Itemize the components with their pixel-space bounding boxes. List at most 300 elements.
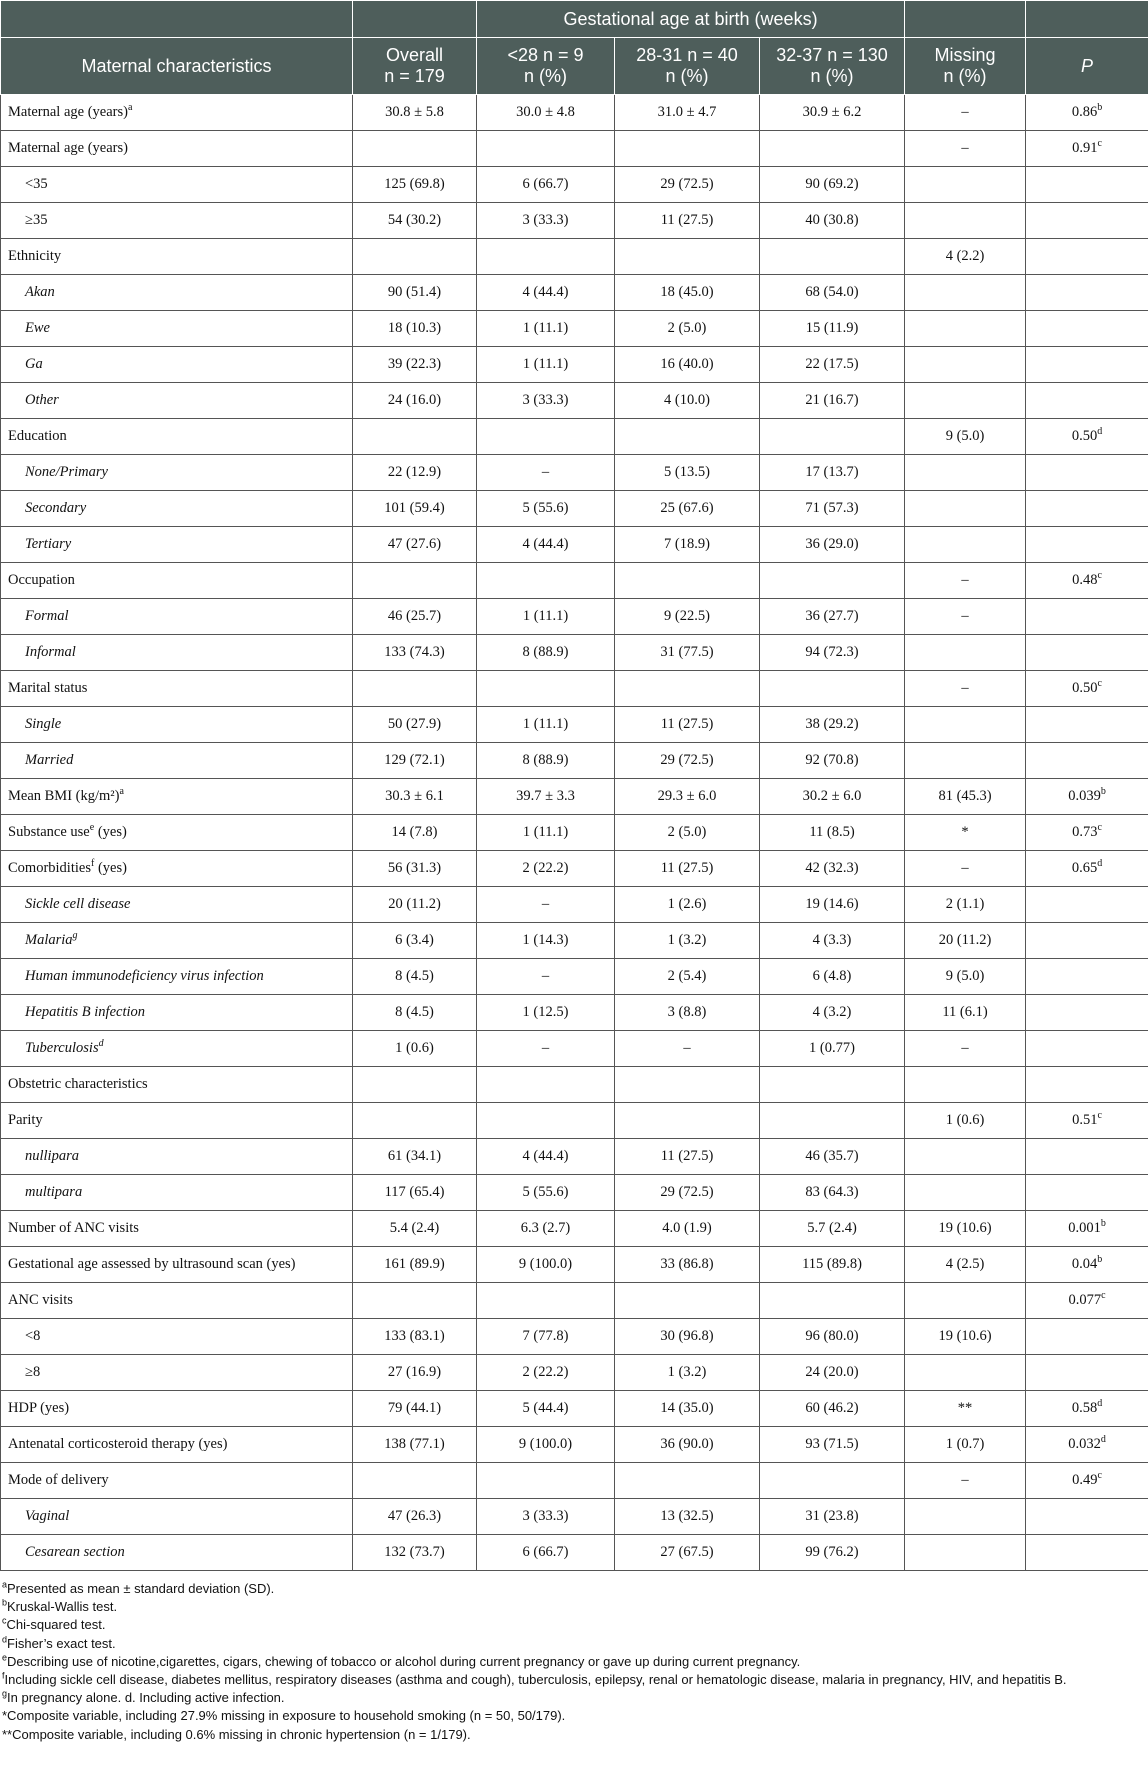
p-value-text: 0.039 [1068,788,1101,804]
cell-g28-31 [615,419,760,455]
cell-overall [353,1283,477,1319]
cell-lt28 [477,1103,615,1139]
cell-missing: 20 (11.2) [905,923,1026,959]
row-label [1,455,353,491]
cell-g32-37 [760,131,905,167]
header-gestational-age-group: Gestational age at birth (weeks) [477,1,905,38]
cell-missing [905,203,1026,239]
table-row [1,1391,1148,1427]
footnote-text: Presented as mean ± standard deviation (SD). [7,1581,275,1596]
footnote [2,1580,1146,1598]
row-label-text: Number of ANC visits [8,1220,139,1236]
cell-p-value [1026,1247,1148,1283]
table-row [1,743,1148,779]
row-label-text: Education [8,428,67,444]
row-label-text: Hepatitis B infection [25,1004,146,1020]
p-value-test-mark: c [1097,678,1102,690]
cell-missing: 9 (5.0) [905,959,1026,995]
p-value-text: 0.04 [1071,1256,1098,1272]
cell-p-value [1026,1355,1148,1391]
row-label [1,1499,353,1535]
cell-overall: 14 (7.8) [353,815,477,851]
cell-p-value [1026,95,1148,131]
cell-missing: 4 (2.5) [905,1247,1026,1283]
table-row [1,1319,1148,1355]
cell-g32-37: 36 (29.0) [760,527,905,563]
row-label-text: Akan [25,284,55,300]
cell-overall: 133 (83.1) [353,1319,477,1355]
cell-overall: 79 (44.1) [353,1391,477,1427]
cell-overall: 24 (16.0) [353,383,477,419]
cell-g28-31 [615,671,760,707]
cell-g32-37 [760,1067,905,1103]
cell-g28-31: 3 (8.8) [615,995,760,1031]
cell-g28-31 [615,239,760,275]
cell-g32-37: 115 (89.8) [760,1247,905,1283]
cell-overall: 46 (25.7) [353,599,477,635]
table-row [1,1067,1148,1103]
footnote-text: Kruskal-Wallis test. [7,1599,118,1615]
row-label-text: <8 [25,1328,41,1344]
cell-missing [905,707,1026,743]
cell-g28-31: 11 (27.5) [615,1139,760,1175]
footnote [2,1653,1146,1671]
cell-p-value [1026,707,1148,743]
cell-g32-37: 40 (30.8) [760,203,905,239]
cell-lt28: 8 (88.9) [477,743,615,779]
p-value-test-mark: c [1097,1110,1102,1122]
row-label-footnote-mark: d [98,1038,104,1050]
cell-lt28: 2 (22.2) [477,851,615,887]
footnote [2,1689,1146,1707]
table-row [1,635,1148,671]
cell-g32-37: 11 (8.5) [760,815,905,851]
cell-missing: * [905,815,1026,851]
cell-missing: 9 (5.0) [905,419,1026,455]
p-value-text: 0.86 [1071,104,1098,120]
cell-g32-37: 38 (29.2) [760,707,905,743]
footnote-mark: f [2,1670,5,1681]
cell-overall: 161 (89.9) [353,1247,477,1283]
header-blank-1 [1,1,353,38]
cell-g28-31: 33 (86.8) [615,1247,760,1283]
p-value-test-mark: d [1097,858,1103,870]
cell-g32-37: 36 (27.7) [760,599,905,635]
p-value-text: 0.49 [1072,1472,1098,1488]
cell-g32-37: 21 (16.7) [760,383,905,419]
cell-g28-31: – [615,1031,760,1067]
cell-missing [905,1535,1026,1571]
row-label-text: Tertiary [25,536,72,552]
row-label [1,563,353,599]
cell-overall: 132 (73.7) [353,1535,477,1571]
cell-g32-37: 30.9 ± 6.2 [760,95,905,131]
cell-missing: – [905,851,1026,887]
cell-g32-37: 15 (11.9) [760,311,905,347]
p-value-text: 0.50 [1072,680,1098,696]
table-row [1,779,1148,815]
cell-g28-31 [615,1103,760,1139]
footnote-text: Fisher’s exact test. [7,1635,116,1651]
cell-p-value [1026,1319,1148,1355]
cell-g28-31: 5 (13.5) [615,455,760,491]
header-blank-3 [905,1,1026,38]
row-label-text: Cesarean section [25,1544,125,1560]
cell-lt28: 39.7 ± 3.3 [477,779,615,815]
cell-missing [905,1067,1026,1103]
cell-g28-31: 2 (5.0) [615,815,760,851]
row-label [1,1247,353,1283]
footnote-text: Chi-squared test. [6,1617,106,1633]
p-value-text: 0.48 [1072,572,1098,588]
row-label-text: HDP (yes) [8,1400,70,1416]
cell-overall: 61 (34.1) [353,1139,477,1175]
table-header [1,1,1148,95]
cell-g28-31: 11 (27.5) [615,851,760,887]
cell-missing: 2 (1.1) [905,887,1026,923]
table-row [1,815,1148,851]
cell-overall: 133 (74.3) [353,635,477,671]
table-row [1,995,1148,1031]
cell-missing [905,455,1026,491]
row-label-text: Single [25,716,62,732]
row-label-text: Maternal age (years) [8,104,128,120]
cell-g32-37 [760,1103,905,1139]
cell-p-value [1026,311,1148,347]
cell-missing: – [905,599,1026,635]
header-maternal-characteristics: Maternal characteristics [1,38,353,95]
row-label-text: Substance use [8,824,90,840]
cell-g28-31: 2 (5.4) [615,959,760,995]
cell-p-value [1026,1103,1148,1139]
cell-p-value [1026,1391,1148,1427]
cell-missing: – [905,1031,1026,1067]
row-label [1,1175,353,1211]
cell-missing [905,1355,1026,1391]
cell-p-value [1026,1139,1148,1175]
cell-g28-31: 27 (67.5) [615,1535,760,1571]
cell-missing: – [905,671,1026,707]
cell-g28-31: 29 (72.5) [615,743,760,779]
cell-p-value [1026,1283,1148,1319]
table-row [1,1211,1148,1247]
footnote [2,1616,1146,1634]
row-label-text: Vaginal [25,1508,70,1524]
cell-g32-37: 31 (23.8) [760,1499,905,1535]
row-label-suffix: (yes) [94,860,127,876]
table-row [1,167,1148,203]
table-row [1,1355,1148,1391]
cell-g32-37: 93 (71.5) [760,1427,905,1463]
cell-overall: 8 (4.5) [353,995,477,1031]
table-row [1,1499,1148,1535]
p-value-text: 0.91 [1072,140,1098,156]
cell-p-value [1026,1175,1148,1211]
p-value-text: 0.50 [1071,428,1098,444]
p-value-text: 0.65 [1071,860,1098,876]
cell-p-value [1026,959,1148,995]
cell-g28-31: 9 (22.5) [615,599,760,635]
footnote [2,1726,1146,1744]
row-label-text: Mean BMI (kg/m²) [8,788,120,804]
cell-overall: 27 (16.9) [353,1355,477,1391]
cell-p-value [1026,923,1148,959]
cell-g28-31 [615,1283,760,1319]
table-row [1,599,1148,635]
cell-lt28: 1 (11.1) [477,311,615,347]
cell-g32-37: 6 (4.8) [760,959,905,995]
cell-missing: – [905,131,1026,167]
cell-overall: 30.3 ± 6.1 [353,779,477,815]
row-label-footnote-mark: f [90,858,95,870]
footnote-text: Including sickle cell disease, diabetes mellitus, respiratory diseases (asthma and cough), tuberculosis, epilepsy, renal or hematologic disease, malaria in pregnancy, HIV, and hepatitis B. [4,1672,1067,1688]
row-label-text: ≥8 [25,1364,41,1380]
cell-g32-37 [760,419,905,455]
cell-missing [905,635,1026,671]
cell-g32-37: 24 (20.0) [760,1355,905,1391]
header-missing-label: Missing [934,45,996,65]
cell-g28-31: 29 (72.5) [615,167,760,203]
cell-p-value [1026,995,1148,1031]
row-label [1,707,353,743]
cell-p-value [1026,419,1148,455]
header-lt28-label: <28 n = 9 [507,45,584,65]
cell-missing: 19 (10.6) [905,1319,1026,1355]
cell-missing [905,743,1026,779]
cell-lt28: 8 (88.9) [477,635,615,671]
cell-g28-31: 1 (3.2) [615,1355,760,1391]
cell-g32-37: 5.7 (2.4) [760,1211,905,1247]
cell-missing [905,491,1026,527]
row-label-text: Maternal age (years) [8,140,128,156]
cell-missing: 1 (0.6) [905,1103,1026,1139]
cell-p-value [1026,851,1148,887]
cell-g32-37: 92 (70.8) [760,743,905,779]
cell-overall: 47 (26.3) [353,1499,477,1535]
cell-lt28: 5 (44.4) [477,1391,615,1427]
cell-overall: 1 (0.6) [353,1031,477,1067]
cell-p-value [1026,887,1148,923]
table-row [1,887,1148,923]
row-label [1,887,353,923]
row-label-footnote-mark: a [127,102,133,114]
cell-g32-37 [760,239,905,275]
header-p-label: P [1081,55,1094,76]
cell-g28-31: 14 (35.0) [615,1391,760,1427]
p-value-test-mark: b [1097,102,1103,114]
cell-lt28: 1 (11.1) [477,815,615,851]
cell-missing [905,167,1026,203]
p-value-text: 0.51 [1072,1112,1098,1128]
row-label [1,1427,353,1463]
cell-lt28 [477,671,615,707]
cell-g28-31: 7 (18.9) [615,527,760,563]
header-overall-label: Overall [385,45,443,65]
cell-g28-31: 18 (45.0) [615,275,760,311]
table-row [1,1031,1148,1067]
cell-p-value [1026,203,1148,239]
cell-missing [905,1283,1026,1319]
cell-missing [905,383,1026,419]
cell-g28-31: 16 (40.0) [615,347,760,383]
cell-p-value [1026,527,1148,563]
cell-g28-31: 36 (90.0) [615,1427,760,1463]
table-row [1,383,1148,419]
cell-g28-31: 2 (5.0) [615,311,760,347]
row-label-text: Occupation [8,572,75,588]
header-blank-4 [1026,1,1148,38]
cell-p-value [1026,275,1148,311]
cell-g28-31: 31.0 ± 4.7 [615,95,760,131]
cell-g32-37: 46 (35.7) [760,1139,905,1175]
header-28-31-label: 28-31 n = 40 [636,45,738,65]
cell-p-value [1026,131,1148,167]
cell-g32-37: 17 (13.7) [760,455,905,491]
cell-g28-31 [615,1067,760,1103]
footnote-mark: d [2,1634,8,1645]
cell-lt28: 3 (33.3) [477,383,615,419]
cell-lt28: 1 (11.1) [477,347,615,383]
cell-lt28: 4 (44.4) [477,527,615,563]
row-label-text: Married [25,752,74,768]
row-label [1,1355,353,1391]
cell-g32-37: 68 (54.0) [760,275,905,311]
cell-p-value [1026,1499,1148,1535]
cell-missing: 1 (0.7) [905,1427,1026,1463]
cell-overall: 101 (59.4) [353,491,477,527]
row-label-text: Antenatal corticosteroid therapy (yes) [8,1436,228,1452]
cell-g32-37: 42 (32.3) [760,851,905,887]
cell-p-value [1026,671,1148,707]
table-row [1,923,1148,959]
table-row [1,347,1148,383]
cell-p-value [1026,383,1148,419]
cell-lt28 [477,239,615,275]
cell-g28-31 [615,131,760,167]
cell-overall: 56 (31.3) [353,851,477,887]
cell-g32-37: 4 (3.2) [760,995,905,1031]
header-32-37-label: 32-37 n = 130 [776,45,888,65]
cell-overall: 18 (10.3) [353,311,477,347]
cell-overall [353,131,477,167]
table-row [1,1103,1148,1139]
row-label-text: Ga [25,356,43,372]
table-row [1,563,1148,599]
header-overall [353,38,477,95]
cell-lt28 [477,131,615,167]
p-value-test-mark: b [1100,786,1106,798]
cell-g32-37: 22 (17.5) [760,347,905,383]
cell-missing: ** [905,1391,1026,1427]
cell-g32-37: 83 (64.3) [760,1175,905,1211]
cell-lt28: – [477,1031,615,1067]
header-missing-pct: n (%) [943,66,987,86]
cell-lt28: 1 (11.1) [477,707,615,743]
cell-missing: 11 (6.1) [905,995,1026,1031]
cell-overall [353,1463,477,1499]
row-label-text: Mode of delivery [8,1472,109,1488]
cell-g32-37: 1 (0.77) [760,1031,905,1067]
table-row [1,1247,1148,1283]
row-label-text: Tuberculosis [25,1040,99,1056]
row-label-text: Informal [25,644,76,660]
row-label [1,1283,353,1319]
row-label [1,743,353,779]
cell-overall [353,1103,477,1139]
header-p-value [1026,38,1148,95]
cell-lt28: 2 (22.2) [477,1355,615,1391]
cell-g28-31: 29.3 ± 6.0 [615,779,760,815]
row-label-text: Obstetric characteristics [8,1076,148,1092]
row-label-footnote-mark: a [119,786,124,798]
row-label-text: Secondary [25,500,87,516]
table-row [1,203,1148,239]
cell-g28-31: 11 (27.5) [615,707,760,743]
table-row [1,455,1148,491]
row-label [1,1211,353,1247]
table-row [1,131,1148,167]
cell-overall: 129 (72.1) [353,743,477,779]
row-label-suffix: (yes) [94,824,127,840]
table-row [1,239,1148,275]
row-label [1,851,353,887]
p-value-test-mark: c [1101,1290,1106,1302]
row-label [1,635,353,671]
table-row [1,1175,1148,1211]
p-value-test-mark: c [1097,1470,1102,1482]
header-missing [905,38,1026,95]
row-label [1,527,353,563]
cell-missing [905,311,1026,347]
header-lt28 [477,38,615,95]
cell-p-value [1026,1463,1148,1499]
cell-g28-31: 1 (2.6) [615,887,760,923]
cell-lt28: – [477,887,615,923]
cell-g28-31: 1 (3.2) [615,923,760,959]
cell-overall [353,419,477,455]
cell-p-value [1026,167,1148,203]
cell-overall [353,671,477,707]
cell-overall: 30.8 ± 5.8 [353,95,477,131]
cell-overall [353,563,477,599]
header-lt28-pct: n (%) [523,66,567,86]
cell-g32-37 [760,1283,905,1319]
cell-lt28: – [477,959,615,995]
row-label [1,959,353,995]
cell-lt28: 6 (66.7) [477,167,615,203]
cell-missing [905,1499,1026,1535]
cell-lt28: 30.0 ± 4.8 [477,95,615,131]
table-row [1,851,1148,887]
cell-lt28 [477,1283,615,1319]
cell-overall: 54 (30.2) [353,203,477,239]
header-32-37 [760,38,905,95]
footnote-mark: c [2,1616,7,1627]
row-label [1,1139,353,1175]
row-label [1,1391,353,1427]
cell-p-value [1026,491,1148,527]
cell-missing [905,1139,1026,1175]
p-value-text: 0.001 [1068,1220,1101,1236]
p-value-test-mark: c [1097,138,1102,150]
row-label [1,995,353,1031]
row-label [1,275,353,311]
p-value-text: 0.73 [1072,824,1098,840]
header-overall-n: n = 179 [384,66,445,86]
cell-g28-31: 25 (67.6) [615,491,760,527]
row-label-footnote-mark: g [72,930,78,942]
cell-g32-37 [760,563,905,599]
